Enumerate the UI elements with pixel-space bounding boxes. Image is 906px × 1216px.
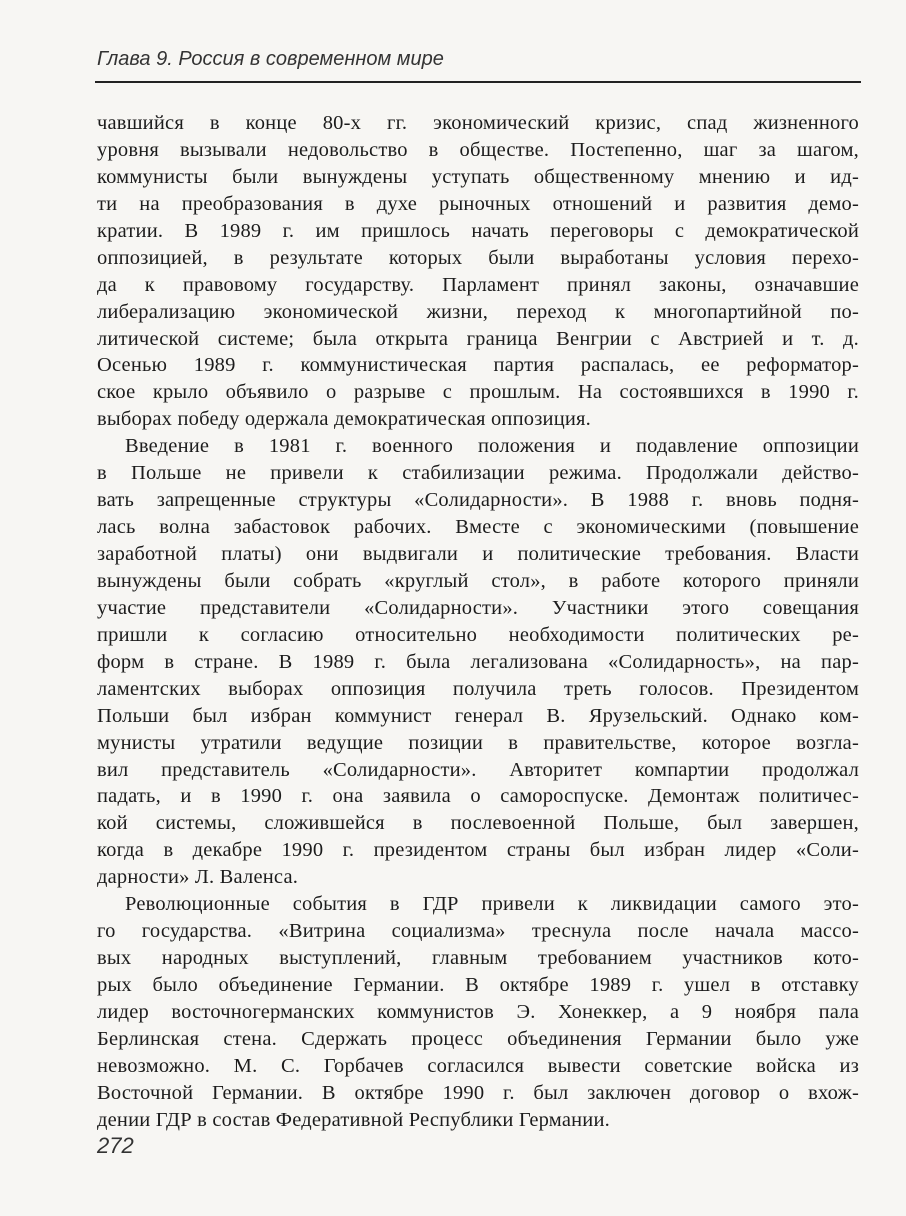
text-line: дении ГДР в состав Федеративной Республики Германии. <box>97 1108 610 1131</box>
text-line: когда в декабре 1990 г. президентом страны был избран лидер «Соли- <box>97 839 859 862</box>
text-line: чавшийся в конце 80-х гг. экономический кризис, спад жизненного <box>97 112 859 134</box>
paragraph <box>97 110 859 433</box>
text-line: Революционные события в ГДР привели к ликвидации самого это- <box>125 893 859 916</box>
text-line: либерализацию экономической жизни, переход к многопартийной по- <box>97 300 859 323</box>
text-line: Польши был избран коммунист генерал В. Ярузельский. Однако ком- <box>97 704 859 727</box>
text-line: рых было объединение Германии. В октябре 1989 г. ушел в отставку <box>97 974 859 996</box>
text-line: лась волна забастовок рабочих. Вместе с экономическими (повышение <box>97 516 859 539</box>
text-line: вынуждены были собрать «круглый стол», в работе которого приняли <box>97 569 859 592</box>
text-line: вил представитель «Солидарности». Авторитет компартии продолжал <box>97 758 859 781</box>
text-line: пришли к согласию относительно необходимости политических ре- <box>97 623 859 646</box>
text-line: Введение в 1981 г. военного положения и подавление оппозиции <box>125 435 859 458</box>
text-line: падать, и в 1990 г. она заявила о самороспуске. Демонтаж политичес- <box>97 785 859 808</box>
text-line: ти на преобразования в духе рыночных отношений и развития демо- <box>97 192 859 215</box>
text-line: участие представители «Солидарности». Участники этого совещания <box>97 596 859 619</box>
text-line: го государства. «Витрина социализма» треснула после начала массо- <box>97 920 859 943</box>
text-line: форм в стране. В 1989 г. была легализована «Солидарность», на пар- <box>97 650 859 673</box>
text-line: литической системе; была открыта граница Венгрии с Австрией и т. д. <box>97 327 859 350</box>
paragraph <box>97 433 859 891</box>
text-line: уровня вызывали недовольство в обществе. Постепенно, шаг за шагом, <box>97 138 859 161</box>
running-header: Глава 9. Россия в современном мире <box>97 48 444 70</box>
text-line: в Польше не привели к стабилизации режима. Продолжали действо- <box>97 462 859 485</box>
text-line: да к правовому государству. Парламент принял законы, означавшие <box>97 273 859 296</box>
text-line: Берлинская стена. Сдержать процесс объединения Германии было уже <box>97 1027 859 1050</box>
text-line: кой системы, сложившейся в послевоенной Польше, был завершен, <box>97 812 859 835</box>
page-number: 272 <box>97 1133 134 1158</box>
text-line: дарности» Л. Валенса. <box>97 866 299 889</box>
text-line: лидер восточногерманских коммунистов Э. Хонеккер, а 9 ноября пала <box>97 1000 859 1023</box>
text-line: Восточной Германии. В октябре 1990 г. был заключен договор о вхож- <box>97 1081 859 1104</box>
text-line: выборах победу одержала демократическая оппозиция. <box>97 408 591 431</box>
body-text <box>97 110 859 1134</box>
text-line: вых народных выступлений, главным требованием участников кото- <box>97 947 859 970</box>
text-line: ламентских выборах оппозиция получила треть голосов. Президентом <box>97 677 859 700</box>
text-line: коммунисты были вынуждены уступать общественному мнению и ид- <box>97 165 859 188</box>
text-line: вать запрещенные структуры «Солидарности». В 1988 г. вновь подня- <box>97 489 859 512</box>
text-line: Осенью 1989 г. коммунистическая партия распалась, ее реформатор- <box>97 354 859 377</box>
text-line: невозможно. М. С. Горбачев согласился вывести советские войска из <box>97 1054 859 1077</box>
text-line: ское крыло объявило о разрыве с прошлым. На состоявшихся в 1990 г. <box>97 381 859 404</box>
paragraph <box>97 891 859 1133</box>
text-line: заработной платы) они выдвигали и политические требования. Власти <box>97 543 859 565</box>
text-line: мунисты утратили ведущие позиции в правительстве, которое возгла- <box>97 731 859 754</box>
header-rule <box>95 81 861 83</box>
text-line: кратии. В 1989 г. им пришлось начать переговоры с демократической <box>97 219 859 242</box>
text-line: оппозицией, в результате которых были выработаны условия перехо- <box>97 246 859 269</box>
